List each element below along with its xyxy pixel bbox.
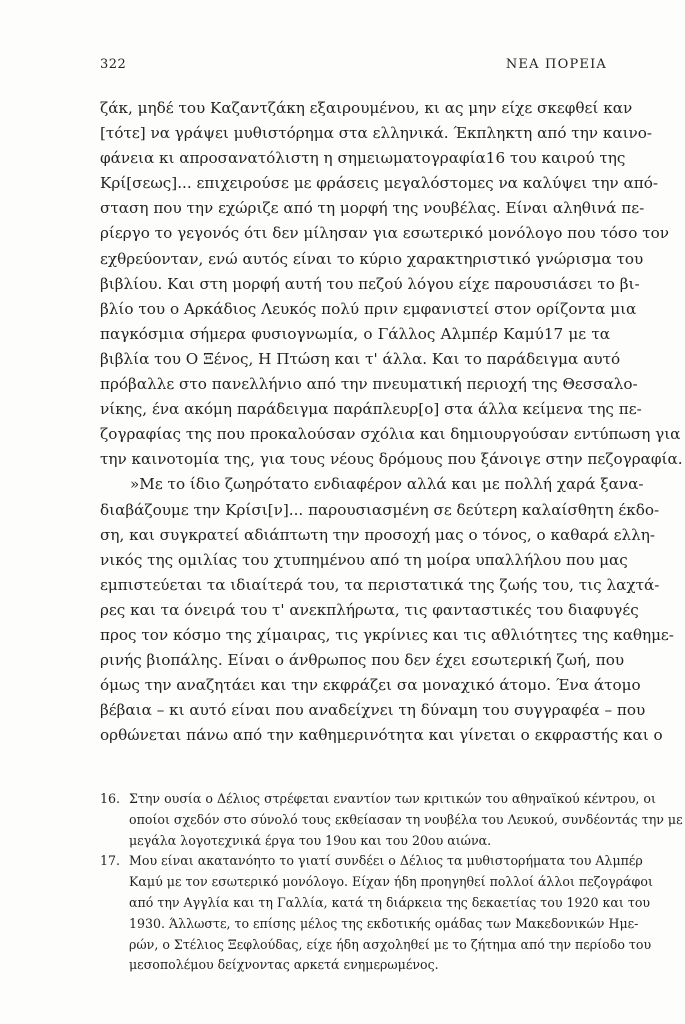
text-line: ση, και συγκρατεί αδιάπτωτη την προσοχή μας ο τόνος, ο καθαρά ελλη- <box>100 525 656 544</box>
text-line: πρόβαλλε στο πανελλήνιο από την πνευματική περιοχή της Θεσσαλο- <box>100 375 638 394</box>
footnote-line: μεγάλα λογοτεχνικά έργα του 19ου και του 20ου αιώνα. <box>129 832 492 848</box>
body-text <box>100 96 683 748</box>
text-line: ζάκ, μηδέ του Καζαντζάκη εξαιρουμένου, κι ας μην είχε σκεφθεί καν <box>100 99 633 117</box>
footnote-line: ρών, ο Στέλιος Ξεφλούδας, είχε ήδη ασχοληθεί με το ζήτημα από την περίοδο του <box>129 936 652 952</box>
text-line: βιβλία του Ο Ξένος, Η Πτώση και τ' άλλα. Και το παράδειγμα αυτό <box>100 349 621 368</box>
text-line: βιβλίου. Και στη μορφή αυτή του πεζού λόγου είχε παρουσιάσει το βι- <box>100 274 640 293</box>
footnote-number: 17. <box>100 853 121 869</box>
text-line: την καινοτομία της, για τους νέους δρόμους που ξάνοιγε στην πεζογραφία. <box>100 450 683 469</box>
footnote-16 <box>100 789 683 851</box>
footnote-line: Μου είναι ακατανόητο το γιατί συνδέει ο Δέλιος τα μυθιστορήματα του Αλμπέρ <box>129 853 643 869</box>
footnotes <box>100 789 683 976</box>
page-number: 322 <box>100 57 127 72</box>
footnote-line: από την Αγγλία και τη Γαλλία, κατά τη διάρκεια της δεκαετίας του 1920 και του <box>129 894 651 910</box>
footnote-text <box>129 789 683 851</box>
text-line: εχθρεύονταν, ενώ αυτός είναι το κύριο χαρακτηριστικό γνώρισμα του <box>100 249 644 268</box>
footnote-line: οποίοι σχεδόν στο σύνολό τους εκθείασαν τη νουβέλα του Λευκού, συνδέοντάς την με <box>129 811 683 827</box>
footnote-line: Στην ουσία ο Δέλιος στρέφεται εναντίον των κριτικών του αθηναϊκού κέντρου, οι <box>129 791 656 806</box>
text-line: νίκης, ένα ακόμη παράδειγμα παράπλευρ[ο] στα άλλα κείμενα της πε- <box>100 400 642 419</box>
footnote-line: Καμύ με τον εσωτερικό μονόλογο. Είχαν ήδη προηγηθεί πολλοί άλλοι πεζογράφοι <box>129 874 653 890</box>
footnote-17 <box>100 851 653 976</box>
text-line: όμως την αναζητάει και την εκφράζει σα μοναχικό άτομο. Ένα άτομο <box>100 676 641 695</box>
text-line: »Με το ίδιο ζωηρότατο ενδιαφέρον αλλά και με πολλή χαρά ξανα- <box>130 475 644 494</box>
text-line: ρίεργο το γεγονός ότι δεν μίλησαν για εσωτερικό μονόλογο που τόσο τον <box>100 224 670 243</box>
footnote-number: 16. <box>100 791 121 806</box>
footnote-line: μεσοπολέμου δείχνοντας αρκετά ενημερωμένος. <box>129 957 439 973</box>
text-line: φάνεια κι απροσανατόλιστη η σημειωματογραφία16 του καιρού της <box>100 149 626 168</box>
text-line: εμπιστεύεται τα ιδιαίτερά του, τα περιστατικά της ζωής του, τις λαχτά- <box>100 575 660 594</box>
text-line: παγκόσμια σήμερα φυσιογνωμία, ο Γάλλος Αλμπέρ Καμύ17 με τα <box>100 324 610 343</box>
text-line: βέβαια – κι αυτό είναι που αναδείχνει τη δύναμη του συγγραφέα – που <box>100 701 646 720</box>
footnote-line: 1930. Άλλωστε, το επίσης μέλος της εκδοτικής ομάδας των Μακεδονικών Ημε- <box>129 915 639 931</box>
text-line: νικός της ομιλίας του χτυπημένου από τη μοίρα υπαλλήλου που μας <box>100 550 628 569</box>
text-line: Κρί[σεως]... επιχειρούσε με φράσεις μεγαλόστομες να καλύψει την από- <box>100 174 659 193</box>
footnote-text <box>129 851 653 976</box>
text-line: βλίο του ο Αρκάδιος Λευκός πολύ πριν εμφανιστεί στον ορίζοντα μια <box>100 299 637 318</box>
text-line: σταση που την εχώριζε από τη μορφή της νουβέλας. Είναι αληθινά πε- <box>100 199 645 218</box>
running-head: ΝΕΑ ΠΟΡΕΙΑ <box>505 57 607 72</box>
text-line: ρινής βιοπάλης. Είναι ο άνθρωπος που δεν έχει εσωτερική ζωή, που <box>100 651 625 670</box>
text-line: ορθώνεται πάνω από την καθημερινότητα και γίνεται ο εκφραστής και ο <box>100 726 663 745</box>
text-line: ρες και τα όνειρά του τ' ανεκπλήρωτα, τις φανταστικές του διαφυγές <box>100 600 639 619</box>
text-line: ζογραφίας της που προκαλούσαν σχόλια και δημιουργούσαν εντύπωση για <box>100 425 681 444</box>
text-line: διαβάζουμε την Κρίσι[ν]... παρουσιασμένη σε δεύτερη καλαίσθητη έκδο- <box>100 500 660 519</box>
text-line: προς τον κόσμο της χίμαιρας, τις γκρίνιες και τις αθλιότητες της καθημε- <box>100 625 674 644</box>
text-line: [τότε] να γράψει μυθιστόρημα στα ελληνικά. Έκπληκτη από την καινο- <box>100 124 653 143</box>
